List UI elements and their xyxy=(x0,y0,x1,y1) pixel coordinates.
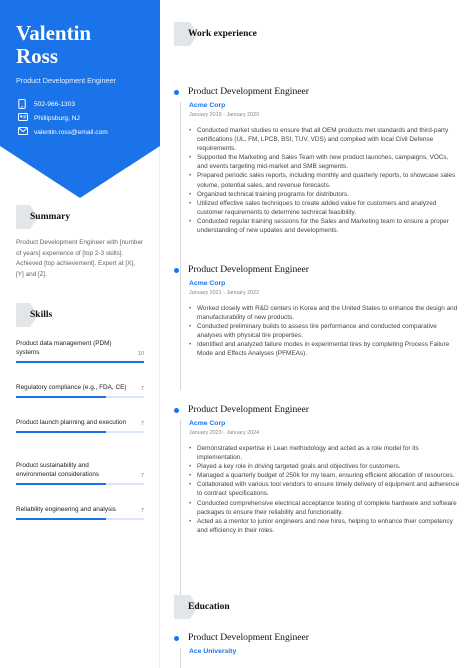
summary-text: Product Development Engineer with [number of years] experience of [top 2-3 skills]. Achieved [top achievement]. Expert at [X], [Y] and [Z]. xyxy=(16,239,144,278)
contact-email[interactable] xyxy=(18,127,108,137)
school-name: Ace University xyxy=(189,648,237,655)
email-text[interactable]: valentin.ross@email.com xyxy=(34,128,108,136)
job-entry-title: Product Development Engineer xyxy=(188,264,309,275)
bullet-item: • Prepared periodic sales reports, including monthly and quarterly reports, to showcase sales volume, potential sales, and revenue forecasts. xyxy=(189,171,460,189)
bullet-item: • Acted as a mentor to junior engineers and new hires, helping to enhance their competency and efficiency in their roles. xyxy=(189,517,460,535)
skill-level: 7 xyxy=(140,508,144,514)
bullet-item: • Conducted preliminary builds to assess tire performance and conducted comparative analyses with physical tire properties. xyxy=(189,322,460,340)
skill-level: 7 xyxy=(140,386,144,392)
skill-level: 7 xyxy=(140,473,144,479)
header-banner xyxy=(0,0,160,198)
job-dates: January 2021 - January 2022 xyxy=(189,290,260,296)
skill-bar xyxy=(16,396,144,398)
phone-text: 502-966-1303 xyxy=(34,100,76,108)
bullet-item: • Conducted regular training sessions for the Sales and Marketing team to ensure a proper understanding of new updates and developments. xyxy=(189,217,460,235)
bullet-item: • Managed a quarterly budget of 250k for my team, ensuring efficient allocation of resources. xyxy=(189,471,460,480)
timeline-dot xyxy=(174,268,179,273)
phone-icon xyxy=(18,99,28,109)
skill-label: Product data management (PDM) systems xyxy=(16,340,112,356)
skill-label: Product sustainability and environmental considerations xyxy=(16,462,100,478)
location-icon xyxy=(18,113,28,123)
first-name: Valentin xyxy=(16,21,92,45)
bullet-item: • Identified and analyzed failure modes in experimental tires by completing Process Failure Mode and Effects Analyses (PFMEAs). xyxy=(189,340,460,358)
skill-bar-fill xyxy=(16,396,106,398)
job-entry-body xyxy=(180,420,460,596)
bullet-item: • Conducted comprehensive electrical acceptance testing of complete hardware and software packages to ensure their reliability and functionality. xyxy=(189,499,460,517)
location-text: Phillipsburg, NJ xyxy=(34,114,80,122)
job-dates: January 2019 - January 2020 xyxy=(189,112,260,118)
left-column xyxy=(0,0,160,668)
job-entry-title: Product Development Engineer xyxy=(188,86,309,97)
skill-level: 10 xyxy=(137,351,144,357)
job-bullets xyxy=(189,444,460,535)
company-name: Acme Corp xyxy=(189,280,226,287)
timeline-dot xyxy=(174,408,179,413)
candidate-name xyxy=(16,22,91,68)
skill-item xyxy=(16,339,144,363)
skill-label: Product launch planning and execution xyxy=(16,419,127,426)
skill-bar-fill xyxy=(16,483,106,485)
email-icon xyxy=(18,127,28,137)
job-title: Product Development Engineer xyxy=(16,76,116,85)
job-entry-body xyxy=(180,280,460,390)
last-name: Ross xyxy=(16,44,59,68)
skill-label: Regulatory compliance (e.g., FDA, CE) xyxy=(16,384,127,391)
education-heading-text: Education xyxy=(188,602,230,612)
contact-location xyxy=(18,113,80,123)
skill-bar-fill xyxy=(16,518,106,520)
job-bullets xyxy=(189,304,460,359)
company-name: Acme Corp xyxy=(189,102,226,109)
education-entry-body xyxy=(180,648,460,668)
bullet-item: • Collaborated with various tool vendors to ensure timely delivery of equipment and adherence to contract specifications. xyxy=(189,480,460,498)
work-experience-heading-text: Work experience xyxy=(188,29,257,39)
skill-item xyxy=(16,418,144,433)
skill-bar xyxy=(16,431,144,433)
bullet-item: • Organized technical training programs for distributors. xyxy=(189,190,460,199)
skill-bar-fill xyxy=(16,361,144,363)
timeline-dot xyxy=(174,90,179,95)
contact-phone xyxy=(18,99,75,109)
skills-heading-text: Skills xyxy=(30,310,53,320)
bullet-item: • Worked closely with R&D centers in Korea and the United States to enhance the design and manufacturability of new products. xyxy=(189,304,460,322)
bullet-item: • Supported the Marketing and Sales Team with new product launches, campaigns, VOCs, and events targeting mid-market and SMB segments. xyxy=(189,153,460,171)
company-name: Acme Corp xyxy=(189,420,226,427)
job-dates: January 2023 - January 2024 xyxy=(189,430,260,436)
skill-level: 7 xyxy=(140,421,144,427)
summary-heading xyxy=(16,205,70,229)
skill-item xyxy=(16,461,144,485)
skill-item xyxy=(16,383,144,398)
bullet-item: • Played a key role in driving targeted goals and objectives for customers. xyxy=(189,462,460,471)
right-column xyxy=(160,0,474,668)
bullet-item: • Conducted market studies to ensure that all OEM products met standards and third-party certifications (UL, FM, LPCB, BSI, TUV, VDS) and complied with local Civil Defense requirements. xyxy=(189,126,460,153)
education-heading xyxy=(174,595,230,619)
timeline-dot xyxy=(174,636,179,641)
skill-bar xyxy=(16,483,144,485)
bullet-item: • Utilized effective sales techniques to create added value for customers and analyzed customer requirements to determine technical feasibility. xyxy=(189,199,460,217)
skill-bar-fill xyxy=(16,431,106,433)
job-entry-title: Product Development Engineer xyxy=(188,404,309,415)
skill-bar xyxy=(16,518,144,520)
work-experience-heading xyxy=(174,22,257,46)
bullet-item: • Demonstrated expertise in Lean methodology and acted as a role model for its implementation. xyxy=(189,444,460,462)
skills-heading xyxy=(16,303,52,327)
skill-bar xyxy=(16,361,144,363)
job-bullets xyxy=(189,126,460,235)
skill-item xyxy=(16,505,144,520)
education-entry-title: Product Development Engineer xyxy=(188,632,309,643)
skill-label: Reliability engineering and analysis xyxy=(16,506,116,513)
summary-heading-text: Summary xyxy=(30,212,71,222)
